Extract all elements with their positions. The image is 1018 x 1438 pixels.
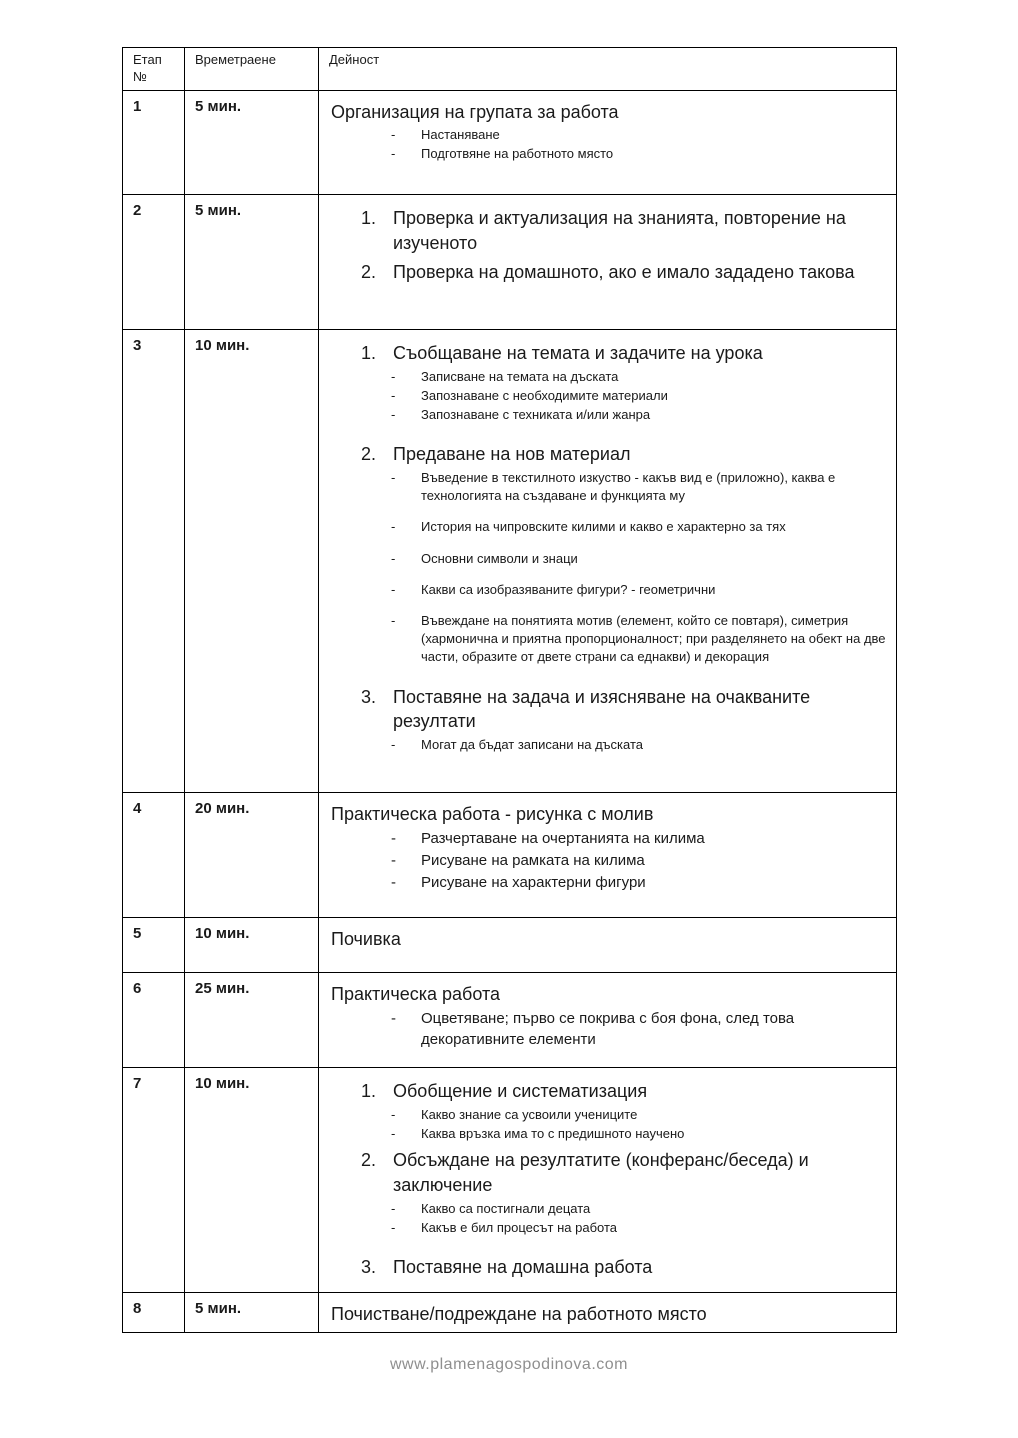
item-text: Въведение в текстилното изкуство - какъв вид е (приложно), каква е технологията на създаване и функцията му xyxy=(421,470,836,504)
bullet-dash: - xyxy=(391,1200,396,1216)
bullet-item xyxy=(391,368,886,386)
table-row xyxy=(123,1292,897,1332)
item-text: Предаване на нов материал xyxy=(393,444,631,465)
duration: 5 мин. xyxy=(185,90,319,194)
item-text: Каква връзка има то с предишното научено xyxy=(421,1125,685,1141)
stage-number: 5 xyxy=(123,917,185,972)
item-text: Разчертаване на очертанията на килима xyxy=(421,830,705,848)
stage-number: 8 xyxy=(123,1292,185,1332)
item-text: Какво знание са усвоили учениците xyxy=(421,1106,638,1122)
item-text: Рисуване на характерни фигури xyxy=(421,874,646,892)
item-text: Поставяне на домашна работа xyxy=(393,1257,653,1278)
bullet-dash: - xyxy=(391,830,396,848)
duration: 20 мин. xyxy=(185,792,319,917)
list-number: 2. xyxy=(361,1149,377,1170)
activity-cell xyxy=(319,1292,897,1332)
table-row xyxy=(123,90,897,194)
item-text: Подготвяне на работното място xyxy=(421,146,614,162)
list-number: 2. xyxy=(361,262,377,283)
bullet-dash: - xyxy=(391,1219,396,1235)
duration: 10 мин. xyxy=(185,917,319,972)
bullet-item xyxy=(391,387,886,405)
numbered-item xyxy=(361,341,886,366)
item-text: Запознаване с техниката и/или жанра xyxy=(421,406,651,422)
bullet-dash: - xyxy=(391,1106,396,1122)
bullet-dash: - xyxy=(391,1125,396,1141)
bullet-dash: - xyxy=(391,581,396,597)
activity-heading: Организация на групата за работа xyxy=(331,101,619,122)
duration: 5 мин. xyxy=(185,194,319,329)
numbered-item xyxy=(361,442,886,467)
list-number: 3. xyxy=(361,686,377,707)
item-text: Проверка и актуализация на знанията, повторение на изученото xyxy=(393,207,846,253)
stage-number: 6 xyxy=(123,972,185,1067)
activity-heading: Практическа работа - рисунка с молив xyxy=(331,803,654,824)
duration: 5 мин. xyxy=(185,1292,319,1332)
bullet-dash: - xyxy=(391,406,396,422)
bullet-item xyxy=(391,1106,886,1124)
activity-heading: Практическа работа xyxy=(331,983,501,1004)
table-row xyxy=(123,792,897,917)
activity-cell xyxy=(319,972,897,1067)
numbered-item xyxy=(361,685,886,735)
item-text: Запознаване с необходимите материали xyxy=(421,387,668,403)
activity-cell xyxy=(319,90,897,194)
stage-number: 3 xyxy=(123,329,185,792)
item-text: Какъв е бил процесът на работа xyxy=(421,1219,618,1235)
bullet-item xyxy=(391,850,886,871)
item-text: Обобщение и систематизация xyxy=(393,1080,648,1101)
header-activity: Дейност xyxy=(319,48,897,91)
bullet-dash: - xyxy=(391,737,396,753)
stage-number: 7 xyxy=(123,1067,185,1292)
item-text: Записване на темата на дъската xyxy=(421,368,619,384)
duration: 10 мин. xyxy=(185,1067,319,1292)
item-text: Какви са изобразяваните фигури? - геометрични xyxy=(421,581,716,597)
list-number: 1. xyxy=(361,342,377,363)
item-text: Поставяне на задача и изясняване на очакваните резултати xyxy=(393,686,811,732)
table-row xyxy=(123,972,897,1067)
item-text: Настаняване xyxy=(421,127,500,143)
item-text: Основни символи и знаци xyxy=(421,550,578,566)
activity-heading: Почистване/подреждане на работното място xyxy=(331,1303,707,1324)
item-text: История на чипровските килими и какво е характерно за тях xyxy=(421,519,786,535)
lesson-plan-table xyxy=(122,47,897,1333)
item-text: Обсъждане на резултатите (конферанс/беседа) и заключение xyxy=(393,1149,809,1195)
bullet-dash: - xyxy=(391,368,396,384)
bullet-item xyxy=(391,1219,886,1237)
header-stage-line1: Етап xyxy=(133,52,162,67)
bullet-item xyxy=(391,145,886,163)
activity-heading: Почивка xyxy=(331,928,401,949)
bullet-item xyxy=(391,518,886,536)
item-text: Какво са постигнали децата xyxy=(421,1200,591,1216)
stage-number: 2 xyxy=(123,194,185,329)
item-text: Могат да бъдат записани на дъската xyxy=(421,737,644,753)
bullet-item xyxy=(391,612,886,667)
numbered-item xyxy=(361,260,886,285)
bullet-item xyxy=(391,126,886,144)
bullet-dash: - xyxy=(391,852,396,870)
table-row xyxy=(123,1067,897,1292)
bullet-item xyxy=(391,736,886,754)
table-row xyxy=(123,329,897,792)
activity-cell xyxy=(319,329,897,792)
header-stage xyxy=(123,48,185,91)
activity-cell xyxy=(319,792,897,917)
stage-number: 1 xyxy=(123,90,185,194)
numbered-item xyxy=(361,1255,886,1280)
numbered-item xyxy=(361,1079,886,1104)
item-text: Проверка на домашното, ако е имало зададено такова xyxy=(393,262,855,283)
activity-cell xyxy=(319,917,897,972)
bullet-item xyxy=(391,1200,886,1218)
header-row xyxy=(123,48,897,91)
table-row xyxy=(123,917,897,972)
bullet-dash: - xyxy=(391,127,396,143)
bullet-item xyxy=(391,406,886,424)
numbered-item xyxy=(361,206,886,256)
duration: 25 мин. xyxy=(185,972,319,1067)
stage-number: 4 xyxy=(123,792,185,917)
bullet-dash: - xyxy=(391,1010,396,1028)
header-duration: Времетраене xyxy=(185,48,319,91)
item-text: Съобщаване на темата и задачите на урока xyxy=(393,342,763,363)
table-row xyxy=(123,194,897,329)
bullet-item xyxy=(391,469,886,505)
bullet-item xyxy=(391,550,886,568)
bullet-dash: - xyxy=(391,550,396,566)
activity-cell xyxy=(319,1067,897,1292)
item-text: Рисуване на рамката на килима xyxy=(421,852,645,870)
bullet-item xyxy=(391,1008,886,1050)
bullet-dash: - xyxy=(391,519,396,535)
bullet-dash: - xyxy=(391,146,396,162)
list-number: 2. xyxy=(361,444,377,465)
list-number: 3. xyxy=(361,1257,377,1278)
footer-url: www.plamenagospodinova.com xyxy=(389,1356,628,1373)
list-number: 1. xyxy=(361,1080,377,1101)
numbered-item xyxy=(361,1148,886,1198)
list-number: 1. xyxy=(361,207,377,228)
bullet-item xyxy=(391,872,886,893)
bullet-dash: - xyxy=(391,612,396,628)
item-text: Въвеждане на понятията мотив (елемент, който се повтаря), симетрия (хармонична и приятна пропорционалност; при разделянето на обект на две части, образите от двете страни са еднакви) и декорация xyxy=(421,612,886,665)
bullet-dash: - xyxy=(391,470,396,485)
bullet-item xyxy=(391,1125,886,1143)
activity-cell xyxy=(319,194,897,329)
bullet-item xyxy=(391,581,886,599)
bullet-dash: - xyxy=(391,387,396,403)
item-text: Оцветяване; първо се покрива с боя фона, след това декоративните елементи xyxy=(421,1010,795,1049)
bullet-item xyxy=(391,828,886,849)
duration: 10 мин. xyxy=(185,329,319,792)
bullet-dash: - xyxy=(391,874,396,892)
header-stage-line2: № xyxy=(133,68,147,84)
